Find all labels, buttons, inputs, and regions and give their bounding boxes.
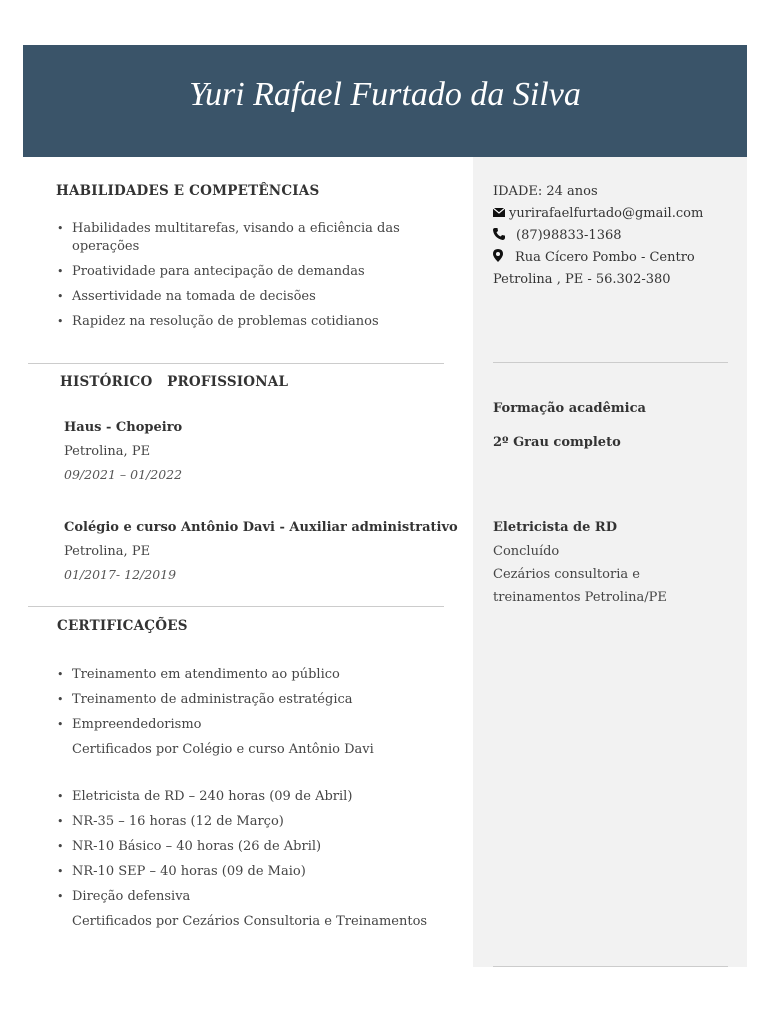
list-item: • Direção defensiva Certificados por Cezários Consultoria e Treinamentos: [56, 888, 456, 931]
list-item: • Empreendedorismo Certificados por Colégio e curso Antônio Davi: [56, 716, 446, 759]
education-title: Formação acadêmica: [493, 401, 646, 416]
certs-list-1: [56, 666, 446, 766]
divider: [28, 363, 444, 364]
list-item: • NR-35 – 16 horas (12 de Março): [56, 813, 456, 831]
course-title: Eletricista de RD: [493, 520, 618, 535]
address-city: Petrolina , PE - 56.302-380: [493, 271, 671, 287]
list-item: • Treinamento de administração estratégica: [56, 691, 446, 709]
list-item: • Treinamento em atendimento ao público: [56, 666, 446, 684]
phone-icon: [493, 228, 516, 243]
candidate-name: Yuri Rafael Furtado da Silva: [189, 76, 581, 113]
certs-list-2: [56, 788, 456, 938]
list-item: • Habilidades multitarefas, visando a eficiência das operações: [56, 220, 436, 256]
address-line: [493, 246, 738, 268]
skills-list: [56, 220, 436, 338]
course-status: Concluído: [493, 544, 560, 559]
envelope-icon: [493, 206, 509, 220]
job-company: Haus - Chopeiro: [64, 420, 183, 435]
list-item: • Assertividade na tomada de decisões: [56, 288, 436, 306]
job-period: 09/2021 – 01/2022: [64, 467, 183, 482]
job-location: Petrolina, PE: [64, 544, 151, 559]
contact-block: [493, 180, 738, 290]
education-degree: 2º Grau completo: [493, 435, 621, 450]
divider: [28, 606, 444, 607]
divider: [493, 362, 728, 363]
divider: [493, 966, 728, 967]
list-item: • NR-10 Básico – 40 horas (26 de Abril): [56, 838, 456, 856]
list-item: • Proatividade para antecipação de demandas: [56, 263, 436, 281]
list-item: • Eletricista de RD – 240 horas (09 de Abril): [56, 788, 456, 806]
list-item: • Rapidez na resolução de problemas cotidianos: [56, 313, 436, 331]
address-street: Rua Cícero Pombo - Centro: [515, 249, 695, 265]
job-period: 01/2017- 12/2019: [64, 567, 177, 582]
course-org-line2: treinamentos Petrolina/PE: [493, 590, 667, 605]
job-location: Petrolina, PE: [64, 444, 151, 459]
phone-number: (87)98833-1368: [516, 227, 622, 243]
email-line: [493, 202, 738, 224]
course-org-line1: Cezários consultoria e: [493, 567, 640, 582]
history-title: HISTÓRICO PROFISSIONAL: [60, 374, 289, 390]
email-link[interactable]: yurirafaelfurtado@gmail.com: [509, 205, 704, 221]
header-banner: [23, 45, 747, 157]
skills-title: HABILIDADES E COMPETÊNCIAS: [56, 183, 320, 199]
certs-title: CERTIFICAÇÕES: [57, 618, 188, 634]
phone-line: [493, 224, 738, 246]
list-item: • NR-10 SEP – 40 horas (09 de Maio): [56, 863, 456, 881]
map-pin-icon: [493, 249, 515, 265]
age: IDADE: 24 anos: [493, 183, 598, 199]
job-company: Colégio e curso Antônio Davi - Auxiliar administrativo: [64, 520, 458, 535]
